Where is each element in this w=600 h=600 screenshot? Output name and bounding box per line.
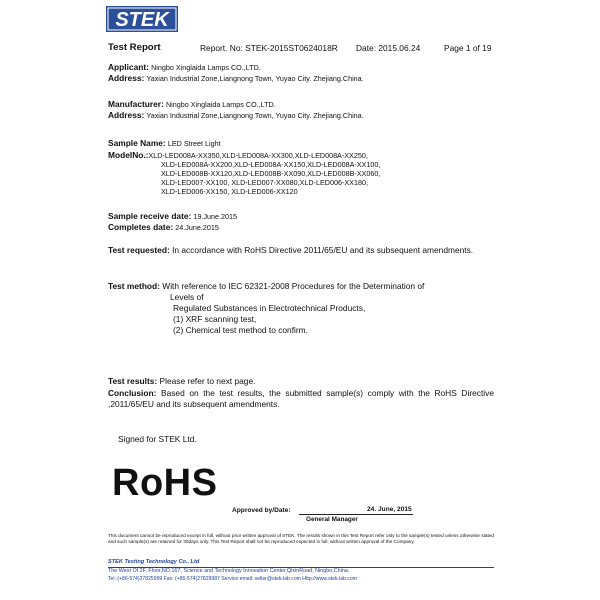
complete-date: 24.June.2015 [175, 223, 219, 233]
applicant-label: Applicant: [108, 62, 149, 72]
test-method-line: Levels of [170, 292, 204, 302]
report-title: Test Report [108, 42, 161, 53]
sample-name: LED Street Light [167, 139, 221, 148]
test-results-text: Please refer to next page. [159, 376, 256, 386]
footer-company: STEK Testing Technology Co., Ltd [108, 559, 200, 565]
conclusion [108, 388, 494, 409]
dates-block [108, 211, 237, 234]
test-method-line: Regulated Substances in Electrotechnical Products, [173, 303, 366, 313]
manufacturer-label: Manufacturer: [108, 99, 164, 109]
model-line: XLD-LED008A-XX350,XLD-LED008A-XX300,XLD-LED008A-XX250, [148, 151, 368, 160]
applicant-block [108, 62, 364, 85]
model-list [108, 151, 380, 196]
manufacturer-value: Ningbo Xinglaida Lamps CO.,LTD. [165, 100, 276, 109]
test-requested-label: Test requested: [108, 245, 170, 255]
model-line: XLD-LED006-XX150, XLD-LED006-XX120 [161, 187, 298, 197]
applicant-address: Yaxian Industrial Zone,Liangnong Town, Yuyao City. Zhejiang.China. [146, 74, 364, 84]
model-line: XLD-LED008A-XX200,XLD-LED008A-XX150,XLD-LED008A-XX100, [161, 160, 381, 170]
sample-name-row [108, 138, 221, 149]
applicant-value: Ningbo Xinglaida Lamps CO.,LTD. [151, 63, 261, 72]
report-date: Date: 2015.06.24 [356, 43, 421, 53]
test-method-label: Test method: [108, 281, 160, 291]
rohs-mark: RoHS [112, 462, 218, 504]
signed-for: Signed for STEK Ltd. [118, 434, 197, 444]
footer-address: The West Of 2F, Floor,NO.167, Science and Technology Innovation Center,QixinRoad, Ningbo,China. [108, 568, 350, 574]
model-line: XLD-LED007-XX100, XLD-LED007-XX080,XLD-LED006-XX180, [161, 178, 368, 188]
receive-date-label: Sample receive date: [108, 211, 192, 221]
receive-date: 19.June.2015 [193, 212, 238, 221]
approved-label: Approved by/Date: [232, 507, 291, 514]
model-label: ModelNo.: [108, 150, 149, 160]
test-method-line: (2) Chemical test method to confirm. [173, 325, 308, 335]
page-indicator: Page 1 of 19 [444, 43, 492, 53]
test-method [108, 281, 424, 336]
conclusion-text: Based on the test results, the submitted sample(s) comply with the RoHS Directive ,2011/65/EU and its subsequent amendments. [108, 388, 494, 409]
conclusion-label: Conclusion: [108, 388, 157, 398]
applicant-address-label: Address: [108, 73, 145, 84]
model-line: XLD-LED008B-XX120,XLD-LED008B-XX090,XLD-LED008B-XX060, [161, 169, 381, 179]
test-requested [108, 245, 494, 256]
test-method-line: (1) XRF scanning test, [173, 314, 257, 324]
disclaimer: This document cannot be reproduced except in full, without prior written approval of STEK. The results shown in this Test Report refer only to the sample(s) tested unless otherwise stated and such sample(s) are retained for 30days only. This Test Report shall not be reproduced expected in full, without written approval of the Company. [108, 533, 494, 544]
complete-date-label: Completes date: [108, 222, 174, 233]
sample-name-label: Sample Name: [108, 138, 166, 148]
approved-date: 24. June, 2015 [367, 506, 412, 513]
test-requested-text: In accordance with RoHS Directive 2011/65/EU and its subsequent amendments. [172, 245, 474, 255]
stek-logo [106, 6, 178, 32]
test-results [108, 376, 494, 387]
signer-role: General Manager [306, 516, 358, 523]
logo-text: STEK [115, 9, 169, 31]
manufacturer-address-label: Address: [108, 110, 145, 121]
test-method-first: With reference to IEC 62321-2008 Procedures for the Determination of [162, 281, 425, 291]
manufacturer-address: Yaxian Industrial Zone,Liangnong Town, Yuyao City. Zhejiang.China. [146, 111, 364, 121]
signature-line [299, 514, 413, 515]
report-number: Report. No: STEK-2015ST0624018R [200, 43, 338, 53]
test-results-label: Test results: [108, 376, 158, 386]
footer-contact: Tel.:(+86-574)27825999 Fax: (+86-574)27829987 Service email: seller@stek-lab.com Http://www.stek-lab.com [108, 576, 357, 582]
manufacturer-block [108, 99, 364, 122]
